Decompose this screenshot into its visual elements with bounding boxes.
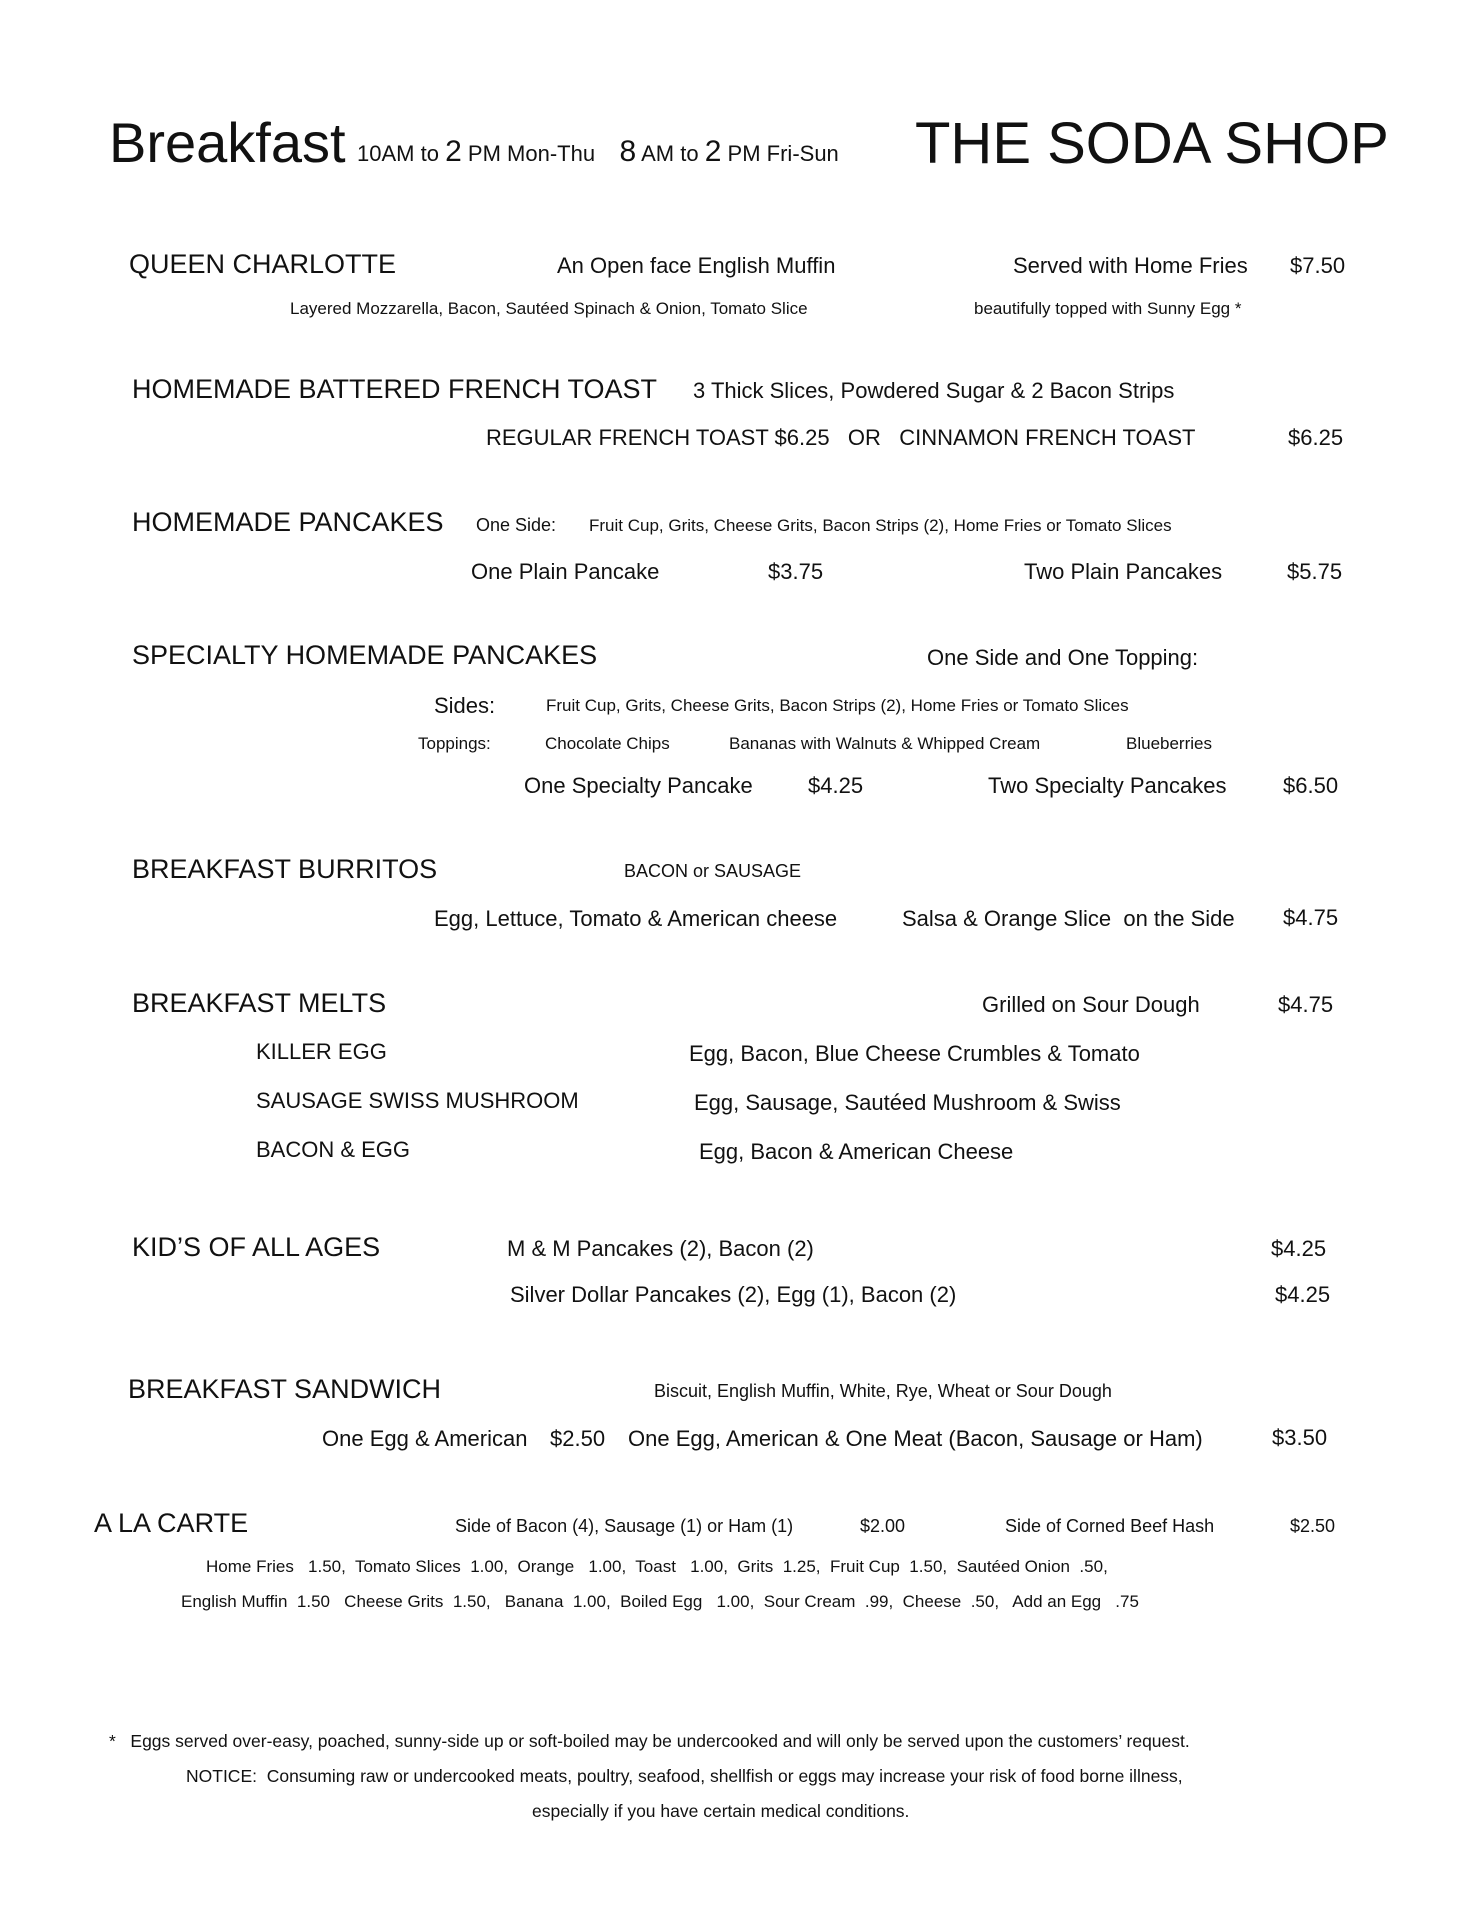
burritos-meat: BACON or SAUSAGE — [624, 861, 802, 881]
egg-advisory: * Eggs served over-easy, poached, sunny-side up or soft-boiled may be undercooked and will only be served upon the customers’ request. — [109, 1731, 1190, 1751]
pancakes-title: HOMEMADE PANCAKES — [132, 507, 444, 537]
queen-charlotte-desc: An Open face English Muffin — [557, 253, 836, 278]
weekday-open: 10AM — [357, 141, 415, 166]
french-toast-desc: 3 Thick Slices, Powdered Sugar & 2 Bacon Strips — [693, 378, 1175, 403]
weekend-open-unit: AM — [641, 141, 675, 166]
one-plain-pancake-price: $3.75 — [768, 559, 824, 584]
hours — [357, 137, 839, 167]
melt-item-desc: Egg, Bacon & American Cheese — [699, 1139, 1014, 1164]
one-specialty-pancake-price: $4.25 — [808, 773, 864, 798]
food-safety-notice-continued: especially if you have certain medical conditions. — [532, 1801, 910, 1821]
sandwich-one-label: One Egg & American — [322, 1426, 528, 1451]
specialty-pancakes-title: SPECIALTY HOMEMADE PANCAKES — [132, 640, 598, 670]
weekend-days: Fri-Sun — [766, 141, 839, 166]
corned-beef-hash-price: $2.50 — [1290, 1516, 1336, 1536]
melts-title: BREAKFAST MELTS — [132, 988, 387, 1018]
burritos-filling: Egg, Lettuce, Tomato & American cheese — [434, 906, 838, 931]
corned-beef-hash-label: Side of Corned Beef Hash — [1005, 1516, 1215, 1536]
weekend-close-num: 2 — [704, 135, 722, 168]
burritos-price: $4.75 — [1283, 905, 1339, 930]
one-specialty-pancake-label: One Specialty Pancake — [524, 773, 753, 798]
one-plain-pancake-label: One Plain Pancake — [471, 559, 660, 584]
french-toast-title: HOMEMADE BATTERED FRENCH TOAST — [132, 374, 658, 404]
weekend-to: to — [680, 141, 699, 166]
sandwich-meat-label: One Egg, American & One Meat (Bacon, Sausage or Ham) — [628, 1426, 1203, 1451]
specialty-note: One Side and One Topping: — [927, 645, 1199, 670]
two-specialty-pancakes-price: $6.50 — [1283, 773, 1339, 798]
a-la-carte-title: A LA CARTE — [94, 1508, 249, 1538]
two-plain-pancakes-price: $5.75 — [1287, 559, 1343, 584]
kids-item-price: $4.25 — [1271, 1236, 1327, 1261]
melt-item-desc: Egg, Sausage, Sautéed Mushroom & Swiss — [694, 1090, 1121, 1115]
melt-item-name: KILLER EGG — [256, 1039, 387, 1064]
weekday-days: Mon-Thu — [507, 141, 596, 166]
kids-item-desc: M & M Pancakes (2), Bacon (2) — [507, 1236, 814, 1261]
a-la-carte-meat-price: $2.00 — [860, 1516, 906, 1536]
weekday-close-num: 2 — [445, 135, 462, 168]
page-title: Breakfast — [109, 111, 346, 174]
food-safety-notice: NOTICE: Consuming raw or undercooked meats, poultry, seafood, shellfish or eggs may increase your risk of food borne illness, — [186, 1766, 1183, 1786]
french-toast-options: REGULAR FRENCH TOAST $6.25 OR CINNAMON FRENCH TOAST — [486, 425, 1196, 450]
weekend-open-num: 8 — [619, 135, 637, 168]
french-toast-price: $6.25 — [1288, 425, 1344, 450]
specialty-sides: Fruit Cup, Grits, Cheese Grits, Bacon Strips (2), Home Fries or Tomato Slices — [546, 696, 1129, 715]
sandwich-breads: Biscuit, English Muffin, White, Rye, Wheat or Sour Dough — [654, 1381, 1112, 1401]
a-la-carte-meat-side: Side of Bacon (4), Sausage (1) or Ham (1) — [455, 1516, 794, 1536]
sandwich-title: BREAKFAST SANDWICH — [128, 1374, 442, 1404]
burritos-title: BREAKFAST BURRITOS — [132, 854, 438, 884]
specialty-toppings-label: Toppings: — [418, 734, 491, 753]
melt-item-desc: Egg, Bacon, Blue Cheese Crumbles & Tomato — [689, 1041, 1140, 1066]
topping-item: Chocolate Chips — [545, 734, 670, 753]
queen-charlotte-title: QUEEN CHARLOTTE — [129, 249, 397, 279]
queen-charlotte-topping: beautifully topped with Sunny Egg * — [974, 299, 1242, 318]
specialty-sides-label: Sides: — [434, 693, 496, 718]
topping-item: Bananas with Walnuts & Whipped Cream — [729, 734, 1041, 753]
melt-item-name: BACON & EGG — [256, 1137, 411, 1162]
two-specialty-pancakes-label: Two Specialty Pancakes — [988, 773, 1227, 798]
kids-item-desc: Silver Dollar Pancakes (2), Egg (1), Bacon (2) — [510, 1282, 957, 1307]
topping-item: Blueberries — [1126, 734, 1212, 753]
a-la-carte-line: Home Fries 1.50, Tomato Slices 1.00, Orange 1.00, Toast 1.00, Grits 1.25, Fruit Cup 1.50, Sautéed Onion .50, — [206, 1557, 1108, 1576]
shop-name: THE SODA SHOP — [915, 111, 1389, 176]
melts-bread: Grilled on Sour Dough — [982, 992, 1200, 1017]
pancakes-side-label: One Side: — [476, 515, 557, 535]
queen-charlotte-price: $7.50 — [1290, 253, 1346, 278]
kids-item-price: $4.25 — [1275, 1282, 1331, 1307]
sandwich-one-price: $2.50 — [550, 1426, 606, 1451]
two-plain-pancakes-label: Two Plain Pancakes — [1024, 559, 1223, 584]
queen-charlotte-ingredients: Layered Mozzarella, Bacon, Sautéed Spinach & Onion, Tomato Slice — [290, 299, 808, 318]
sandwich-meat-price: $3.50 — [1272, 1425, 1328, 1450]
melts-price: $4.75 — [1278, 992, 1334, 1017]
melt-item-name: SAUSAGE SWISS MUSHROOM — [256, 1088, 579, 1113]
weekend-close-unit: PM — [727, 141, 761, 166]
kids-title: KID’S OF ALL AGES — [132, 1232, 381, 1262]
a-la-carte-line: English Muffin 1.50 Cheese Grits 1.50, Banana 1.00, Boiled Egg 1.00, Sour Cream .99, Cheese .50, Add an Egg .75 — [181, 1592, 1139, 1611]
burritos-side: Salsa & Orange Slice on the Side — [902, 906, 1235, 931]
weekday-to: to — [420, 141, 439, 166]
queen-charlotte-served: Served with Home Fries — [1013, 253, 1248, 278]
pancakes-sides: Fruit Cup, Grits, Cheese Grits, Bacon Strips (2), Home Fries or Tomato Slices — [589, 516, 1172, 535]
weekday-close-unit: PM — [467, 141, 501, 166]
